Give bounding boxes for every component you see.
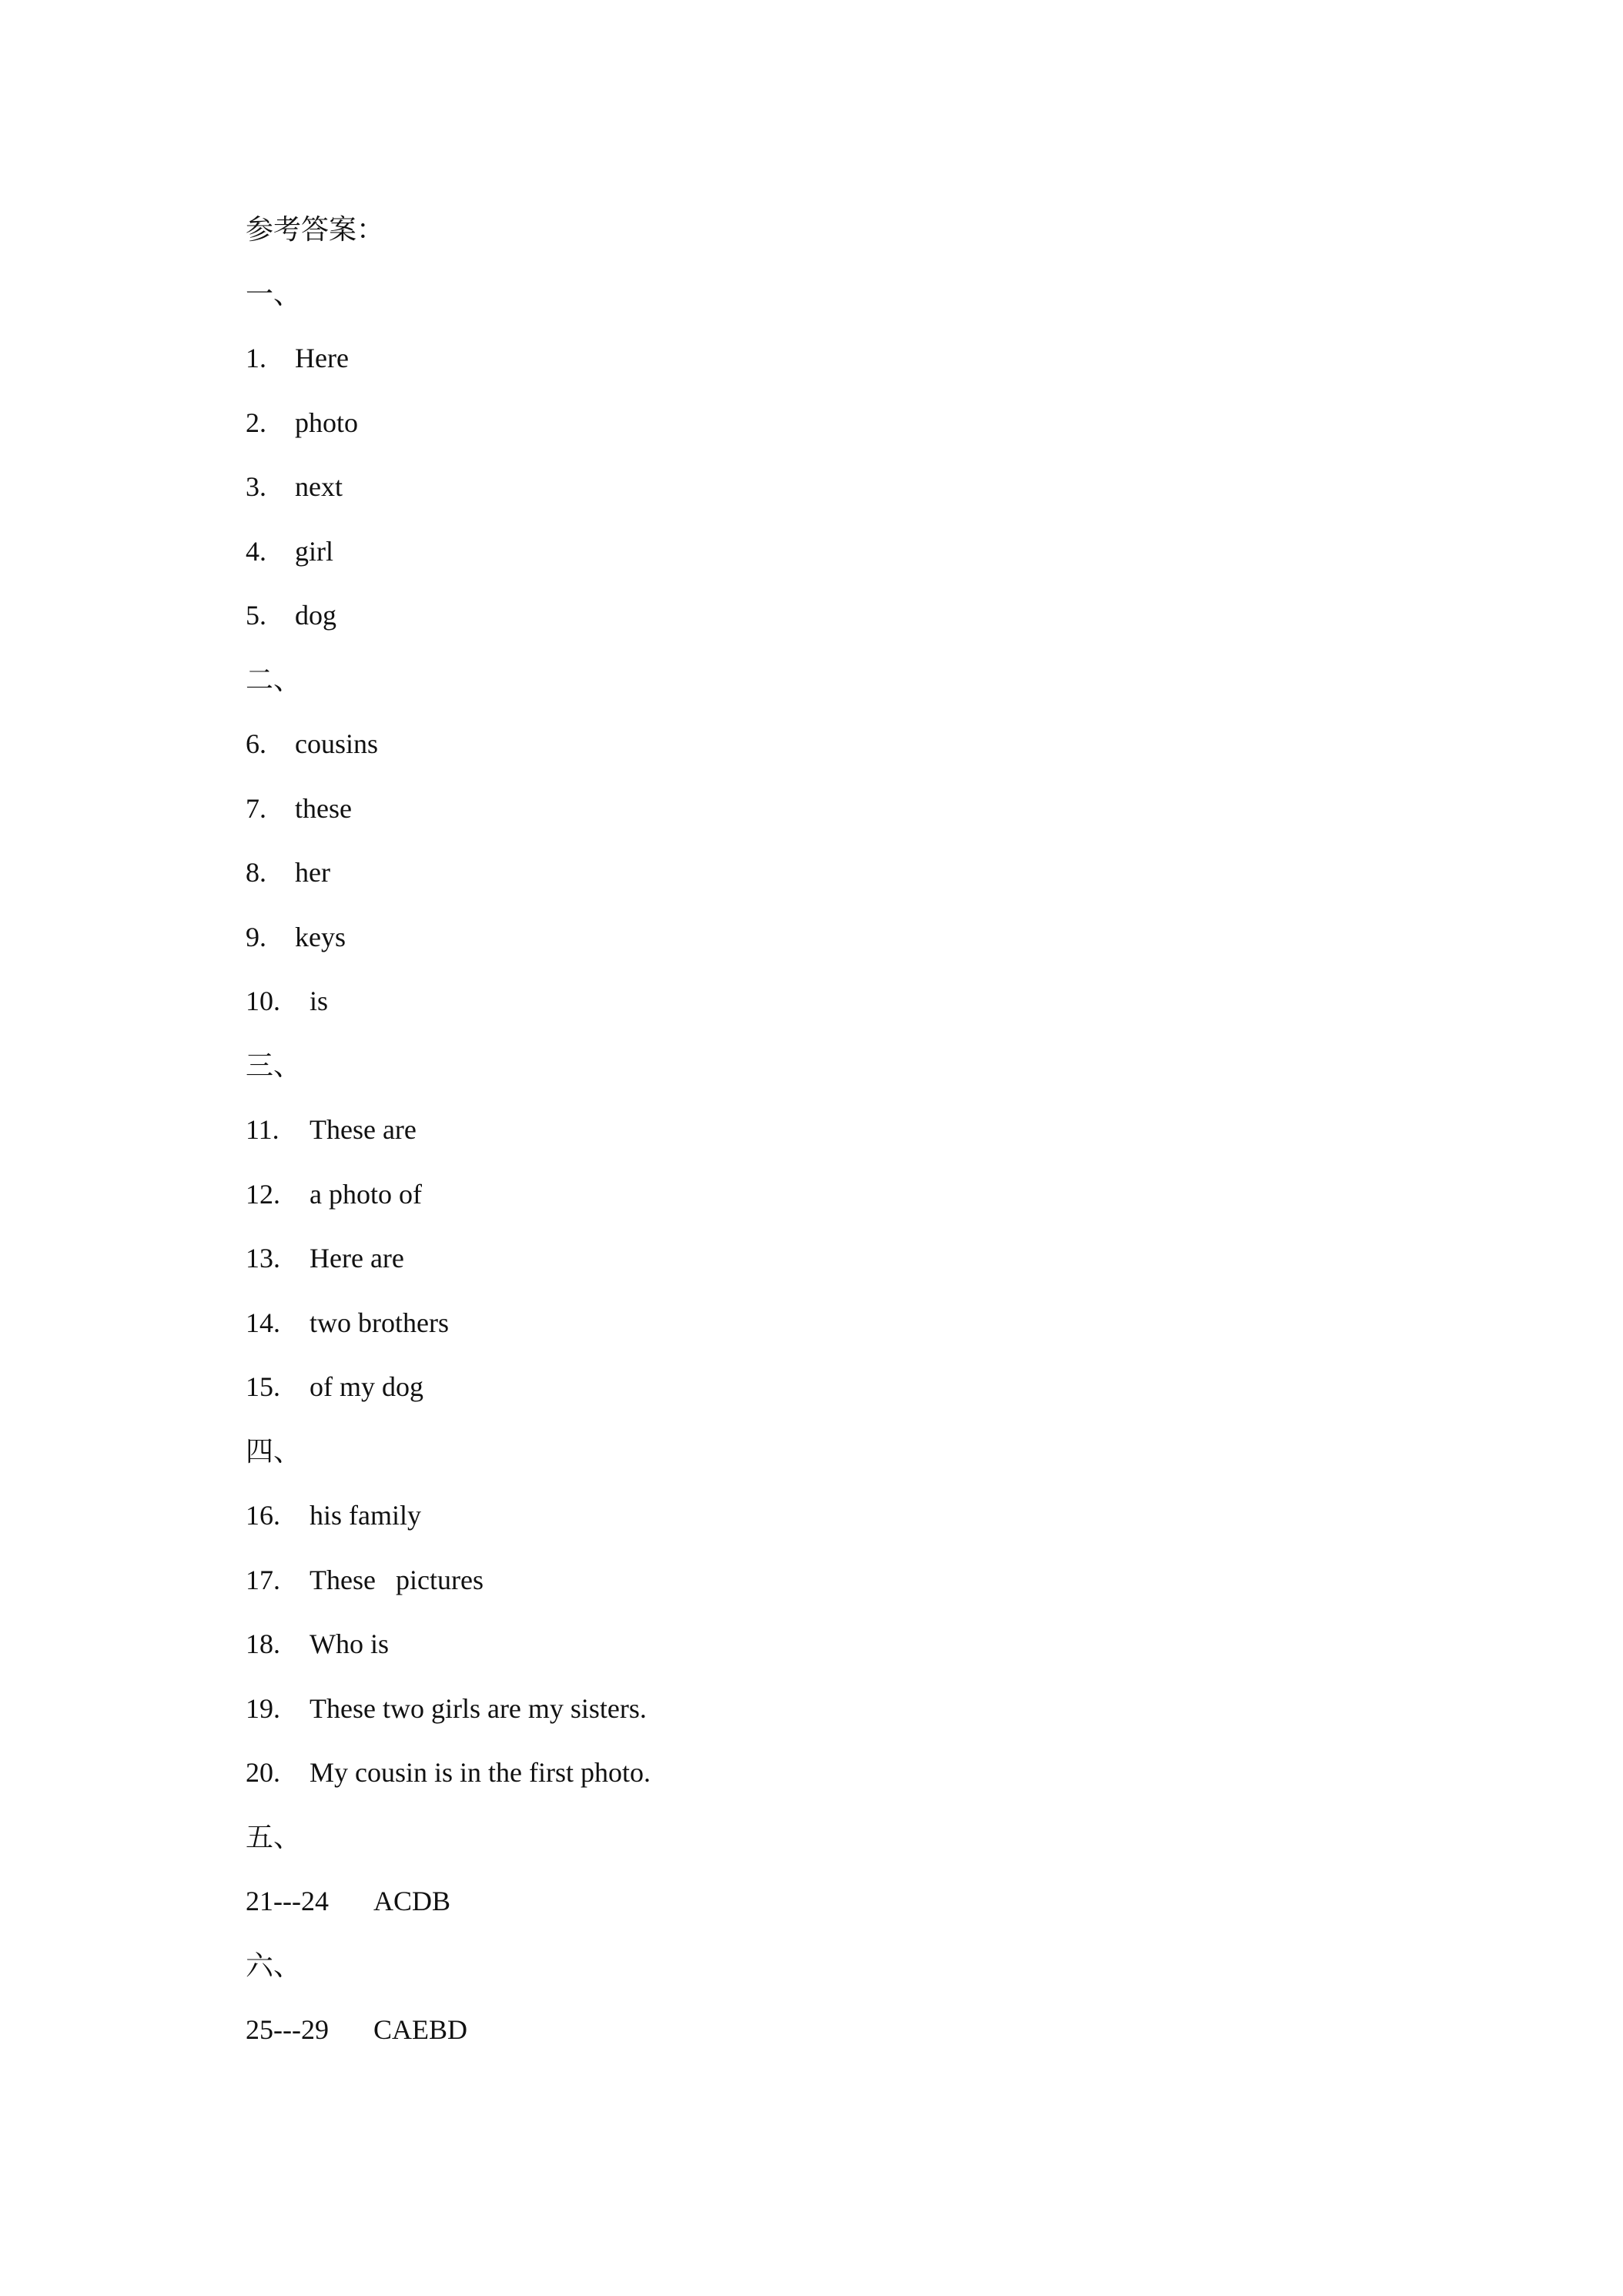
answer-item-15 xyxy=(246,1370,423,1404)
item-answer: keys xyxy=(295,922,346,952)
item-answer: CAEBD xyxy=(373,2014,468,2045)
item-number: 20. xyxy=(246,1757,280,1788)
answer-item-13 xyxy=(246,1241,404,1275)
item-number: 3. xyxy=(246,471,266,502)
item-number: 1. xyxy=(246,343,266,373)
answer-item-3 xyxy=(246,470,343,504)
item-number: 11. xyxy=(246,1114,279,1145)
item-answer: Who is xyxy=(310,1628,389,1659)
answer-item-7 xyxy=(246,792,352,825)
item-answer: These two girls are my sisters. xyxy=(310,1693,647,1724)
item-answer: My cousin is in the first photo. xyxy=(310,1757,651,1788)
answer-item-20 xyxy=(246,1755,651,1789)
section-heading-6: 六、 xyxy=(246,1950,302,1981)
answer-item-10 xyxy=(246,984,328,1018)
answer-item-18 xyxy=(246,1627,389,1661)
answer-item-25-29 xyxy=(246,2013,467,2047)
section-heading-2: 二、 xyxy=(246,664,302,695)
item-answer: is xyxy=(310,986,329,1016)
item-answer: two brothers xyxy=(310,1307,449,1338)
item-number: 8. xyxy=(246,857,266,888)
item-number: 12. xyxy=(246,1179,280,1210)
answer-item-19 xyxy=(246,1692,647,1725)
item-number: 17. xyxy=(246,1565,280,1595)
answer-item-5 xyxy=(246,598,336,632)
answer-item-8 xyxy=(246,855,330,889)
answer-item-11 xyxy=(246,1113,417,1146)
item-answer: photo xyxy=(295,407,359,438)
item-answer: these xyxy=(295,793,352,824)
section-heading-4: 四、 xyxy=(246,1436,302,1467)
section-heading-3: 三、 xyxy=(246,1050,302,1081)
item-number: 18. xyxy=(246,1628,280,1659)
answer-item-9 xyxy=(246,920,346,954)
item-number: 14. xyxy=(246,1307,280,1338)
answer-item-1 xyxy=(246,341,349,375)
item-answer: These are xyxy=(310,1114,417,1145)
section-heading-1: 一、 xyxy=(246,279,302,310)
page-title: 参考答案： xyxy=(246,214,385,245)
item-answer: his family xyxy=(310,1500,421,1531)
item-number: 2. xyxy=(246,407,266,438)
answer-item-12 xyxy=(246,1177,422,1211)
item-answer-part-2: pictures xyxy=(396,1565,484,1595)
item-answer: Here xyxy=(295,343,349,373)
item-answer: next xyxy=(295,471,343,502)
item-number: 15. xyxy=(246,1371,280,1402)
answer-item-17 xyxy=(246,1563,484,1597)
item-answer-part-1: These xyxy=(310,1565,376,1595)
item-number: 9. xyxy=(246,922,266,952)
item-number: 4. xyxy=(246,536,266,567)
item-number: 7. xyxy=(246,793,266,824)
answer-item-6 xyxy=(246,727,378,761)
item-number: 19. xyxy=(246,1693,280,1724)
item-number: 5. xyxy=(246,600,266,631)
section-heading-5: 五、 xyxy=(246,1822,302,1853)
item-number: 10. xyxy=(246,986,280,1016)
item-number: 6. xyxy=(246,728,266,759)
item-range: 21---24 xyxy=(246,1886,329,1916)
item-answer: cousins xyxy=(295,728,378,759)
item-number: 13. xyxy=(246,1243,280,1274)
item-answer: of my dog xyxy=(310,1371,423,1402)
answer-item-4 xyxy=(246,534,333,568)
answer-item-14 xyxy=(246,1306,449,1340)
item-answer: her xyxy=(295,857,330,888)
item-answer: Here are xyxy=(310,1243,404,1274)
item-answer: girl xyxy=(295,536,333,567)
item-number: 16. xyxy=(246,1500,280,1531)
answer-item-2 xyxy=(246,406,358,440)
answer-item-16 xyxy=(246,1498,421,1532)
item-answer: ACDB xyxy=(373,1886,451,1916)
answer-item-21-24 xyxy=(246,1884,450,1918)
item-range: 25---29 xyxy=(246,2014,329,2045)
item-answer: a photo of xyxy=(310,1179,422,1210)
item-answer: dog xyxy=(295,600,336,631)
